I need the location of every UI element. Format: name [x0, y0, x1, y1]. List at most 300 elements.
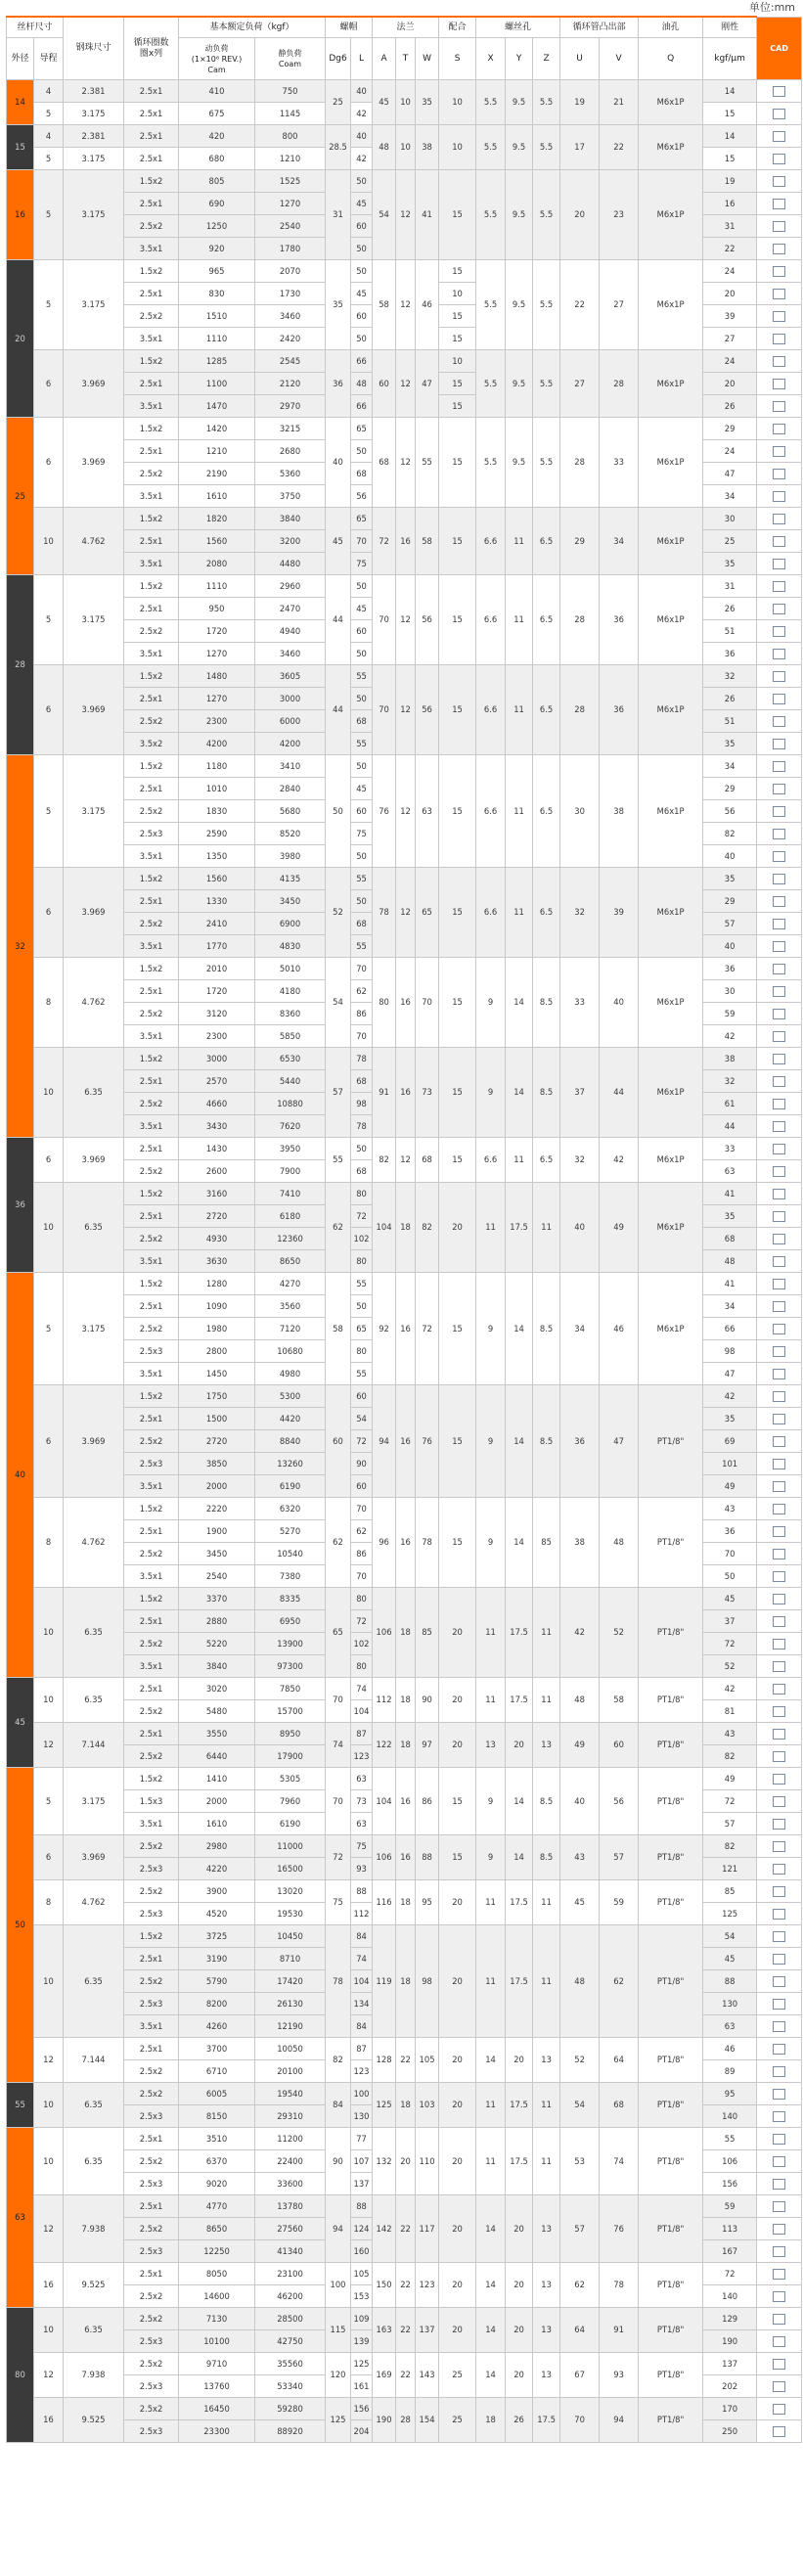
circuits: 2.5x1 [124, 2038, 179, 2060]
cad-download-cell[interactable] [757, 755, 802, 778]
cad-download-icon[interactable] [773, 1751, 785, 1762]
cad-download-cell[interactable] [757, 1768, 802, 1790]
cad-download-cell[interactable] [757, 620, 802, 643]
bolt-Y: 17.5 [506, 1588, 533, 1678]
cad-download-cell[interactable] [757, 2060, 802, 2083]
cad-download-cell[interactable] [757, 305, 802, 328]
cad-download-icon[interactable] [773, 941, 785, 952]
cad-download-cell[interactable] [757, 215, 802, 238]
cad-download-icon[interactable] [773, 1706, 785, 1717]
cad-download-cell[interactable] [757, 1183, 802, 1205]
cad-download-icon[interactable] [773, 1369, 785, 1379]
dynamic-load: 4260 [179, 2015, 255, 2038]
static-load: 7960 [255, 1790, 326, 1813]
cad-download-cell[interactable] [757, 1070, 802, 1093]
cad-download-cell[interactable] [757, 2398, 802, 2420]
cad-download-cell[interactable] [757, 260, 802, 283]
cad-download-cell[interactable] [757, 2195, 802, 2218]
bolt-X: 9 [476, 1835, 506, 1880]
flange-T: 16 [396, 1385, 416, 1498]
bolt-Z: 17.5 [533, 2398, 560, 2443]
static-load: 16500 [255, 1858, 326, 1880]
lead: 10 [34, 508, 64, 575]
cad-download-icon[interactable] [773, 2021, 785, 2032]
cad-download-icon[interactable] [773, 581, 785, 592]
cad-download-icon[interactable] [773, 1234, 785, 1244]
cad-download-cell[interactable] [757, 1250, 802, 1273]
static-load: 3560 [255, 1295, 326, 1318]
static-load: 2120 [255, 373, 326, 395]
cad-download-cell[interactable] [757, 1813, 802, 1835]
cad-download-cell[interactable] [757, 1363, 802, 1385]
cad-download-icon[interactable] [773, 1864, 785, 1875]
cad-download-icon[interactable] [773, 2336, 785, 2347]
cad-download-cell[interactable] [757, 1003, 802, 1025]
cad-download-cell[interactable] [757, 1430, 802, 1453]
cad-download-icon[interactable] [773, 1774, 785, 1785]
flange-W: 47 [416, 350, 439, 418]
cad-download-icon[interactable] [773, 2134, 785, 2145]
nut-L: 80 [351, 1588, 373, 1610]
dynamic-load: 805 [179, 170, 255, 193]
cad-download-icon[interactable] [773, 1189, 785, 1199]
cad-download-cell[interactable] [757, 1880, 802, 1903]
bolt-Y: 14 [506, 958, 533, 1048]
cad-download-icon[interactable] [773, 109, 785, 119]
cad-download-icon[interactable] [773, 1954, 785, 1965]
cad-download-icon[interactable] [773, 1391, 785, 1402]
bolt-Z: 8.5 [533, 1768, 560, 1835]
cad-download-icon[interactable] [773, 806, 785, 817]
cad-download-icon[interactable] [773, 1009, 785, 1019]
dynamic-load: 3840 [179, 1655, 255, 1678]
cad-download-cell[interactable] [757, 1610, 802, 1633]
cad-download-cell[interactable] [757, 1543, 802, 1565]
cad-download-cell[interactable] [757, 868, 802, 890]
cad-download-cell[interactable] [757, 980, 802, 1003]
cad-download-cell[interactable] [757, 1790, 802, 1813]
cad-download-cell[interactable] [757, 1948, 802, 1970]
cad-download-cell[interactable] [757, 125, 802, 148]
cad-download-cell[interactable] [757, 845, 802, 868]
cad-download-icon[interactable] [773, 514, 785, 524]
cad-download-icon[interactable] [773, 2426, 785, 2437]
nut-L: 77 [351, 2128, 373, 2150]
cad-download-cell[interactable] [757, 530, 802, 553]
header-dynamic-load: 动负荷 (1×10⁶ REV.) Cam [179, 38, 255, 80]
lead: 4 [34, 80, 64, 103]
cad-download-icon[interactable] [773, 536, 785, 547]
cad-download-icon[interactable] [773, 1549, 785, 1559]
static-load: 7850 [255, 1678, 326, 1700]
cad-download-icon[interactable] [773, 1301, 785, 1312]
oil-hole-Q: PT1/8" [639, 1768, 703, 1835]
fit-S: 25 [439, 2398, 476, 2443]
dynamic-load: 5480 [179, 1700, 255, 1723]
cad-download-icon[interactable] [773, 739, 785, 749]
tube-V: 58 [600, 1678, 639, 1723]
circuits: 2.5x2 [124, 913, 179, 935]
cad-download-cell[interactable] [757, 1993, 802, 2015]
cad-download-cell[interactable] [757, 1835, 802, 1858]
cad-download-icon[interactable] [773, 401, 785, 412]
cad-download-icon[interactable] [773, 1729, 785, 1740]
cad-download-icon[interactable] [773, 1256, 785, 1267]
cad-download-icon[interactable] [773, 1931, 785, 1942]
cad-download-icon[interactable] [773, 289, 785, 299]
cad-download-cell[interactable] [757, 1678, 802, 1700]
cad-download-icon[interactable] [773, 964, 785, 974]
flange-T: 12 [396, 575, 416, 665]
cad-download-icon[interactable] [773, 356, 785, 367]
cad-download-cell[interactable] [757, 170, 802, 193]
nut-L: 65 [351, 508, 373, 530]
cad-download-cell[interactable] [757, 193, 802, 215]
cad-download-cell[interactable] [757, 2330, 802, 2353]
cad-download-icon[interactable] [773, 1594, 785, 1604]
cad-download-cell[interactable] [757, 1453, 802, 1475]
cad-download-cell[interactable] [757, 2263, 802, 2285]
rigidity-K: 20 [703, 373, 757, 395]
cad-download-icon[interactable] [773, 154, 785, 164]
dynamic-load: 9710 [179, 2353, 255, 2375]
cad-download-icon[interactable] [773, 2269, 785, 2280]
cad-download-icon[interactable] [773, 131, 785, 142]
cad-download-icon[interactable] [773, 1121, 785, 1132]
cad-download-cell[interactable] [757, 1970, 802, 1993]
cad-download-cell[interactable] [757, 283, 802, 305]
circuits: 2.5x1 [124, 283, 179, 305]
cad-download-icon[interactable] [773, 2066, 785, 2077]
cad-download-cell[interactable] [757, 80, 802, 103]
cad-download-cell[interactable] [757, 350, 802, 373]
nut-L: 104 [351, 1970, 373, 1993]
cad-download-icon[interactable] [773, 2314, 785, 2325]
rigidity-K: 29 [703, 418, 757, 440]
rigidity-K: 66 [703, 1318, 757, 1340]
cad-download-cell[interactable] [757, 778, 802, 800]
cad-download-cell[interactable] [757, 1925, 802, 1948]
cad-download-icon[interactable] [773, 2224, 785, 2235]
static-load: 6530 [255, 1048, 326, 1070]
cad-download-icon[interactable] [773, 1459, 785, 1469]
nut-D: 72 [326, 1835, 351, 1880]
cad-download-icon[interactable] [773, 1076, 785, 1087]
cad-download-cell[interactable] [757, 395, 802, 418]
lead: 16 [34, 2263, 64, 2308]
cad-download-cell[interactable] [757, 1048, 802, 1070]
cad-download-cell[interactable] [757, 328, 802, 350]
cad-download-cell[interactable] [757, 2240, 802, 2263]
cad-download-icon[interactable] [773, 1616, 785, 1627]
cad-download-cell[interactable] [757, 710, 802, 733]
cad-download-cell[interactable] [757, 553, 802, 575]
cad-download-icon[interactable] [773, 1031, 785, 1042]
bolt-Z: 13 [533, 2195, 560, 2263]
tube-U: 28 [560, 575, 600, 665]
cad-download-cell[interactable] [757, 148, 802, 170]
bolt-X: 6.6 [476, 575, 506, 665]
nut-L: 87 [351, 1723, 373, 1745]
cad-download-icon[interactable] [773, 829, 785, 839]
cad-download-icon[interactable] [773, 221, 785, 232]
cad-download-icon[interactable] [773, 2404, 785, 2415]
cad-download-icon[interactable] [773, 1099, 785, 1109]
nut-L: 42 [351, 103, 373, 125]
cad-download-icon[interactable] [773, 2111, 785, 2122]
cad-download-icon[interactable] [773, 1661, 785, 1672]
cad-download-cell[interactable] [757, 935, 802, 958]
cad-download-icon[interactable] [773, 1279, 785, 1289]
lead: 4 [34, 125, 64, 148]
cad-download-cell[interactable] [757, 2353, 802, 2375]
cad-download-icon[interactable] [773, 2156, 785, 2167]
bolt-Y: 14 [506, 1768, 533, 1835]
cad-download-icon[interactable] [773, 874, 785, 884]
cad-download-icon[interactable] [773, 424, 785, 434]
tube-U: 53 [560, 2128, 600, 2195]
static-load: 15700 [255, 1700, 326, 1723]
lead: 12 [34, 2353, 64, 2398]
cad-download-icon[interactable] [773, 1481, 785, 1492]
cad-download-icon[interactable] [773, 1639, 785, 1650]
dynamic-load: 4220 [179, 1858, 255, 1880]
dynamic-load: 4770 [179, 2195, 255, 2218]
cad-download-cell[interactable] [757, 2308, 802, 2330]
cad-download-icon[interactable] [773, 334, 785, 344]
cad-download-cell[interactable] [757, 598, 802, 620]
nut-L: 80 [351, 1340, 373, 1363]
lead: 6 [34, 1138, 64, 1183]
cad-download-cell[interactable] [757, 1745, 802, 1768]
cad-download-cell[interactable] [757, 1588, 802, 1610]
cad-download-icon[interactable] [773, 1504, 785, 1514]
cad-download-icon[interactable] [773, 1976, 785, 1987]
nut-L: 62 [351, 980, 373, 1003]
cad-download-icon[interactable] [773, 1054, 785, 1064]
cad-download-cell[interactable] [757, 485, 802, 508]
cad-download-cell[interactable] [757, 575, 802, 598]
cad-download-icon[interactable] [773, 1999, 785, 2010]
cad-download-icon[interactable] [773, 491, 785, 502]
cad-download-cell[interactable] [757, 2128, 802, 2150]
cad-download-cell[interactable] [757, 665, 802, 688]
cad-download-cell[interactable] [757, 1340, 802, 1363]
cad-download-icon[interactable] [773, 379, 785, 389]
cad-download-cell[interactable] [757, 1858, 802, 1880]
cad-download-icon[interactable] [773, 626, 785, 637]
rigidity-K: 47 [703, 463, 757, 485]
cad-download-cell[interactable] [757, 1318, 802, 1340]
cad-download-icon[interactable] [773, 2359, 785, 2370]
ball-size: 3.175 [64, 260, 124, 350]
cad-download-icon[interactable] [773, 1144, 785, 1154]
cad-download-icon[interactable] [773, 604, 785, 614]
dynamic-load: 4200 [179, 733, 255, 755]
cad-download-cell[interactable] [757, 1093, 802, 1115]
dynamic-load: 16450 [179, 2398, 255, 2420]
static-load: 3460 [255, 305, 326, 328]
fit-S: 15 [439, 305, 476, 328]
cad-download-icon[interactable] [773, 1909, 785, 1920]
cad-download-cell[interactable] [757, 958, 802, 980]
cad-download-cell[interactable] [757, 643, 802, 665]
cad-download-cell[interactable] [757, 1633, 802, 1655]
cad-download-cell[interactable] [757, 1385, 802, 1408]
cad-download-icon[interactable] [773, 1841, 785, 1852]
cad-download-cell[interactable] [757, 508, 802, 530]
rigidity-K: 72 [703, 1633, 757, 1655]
cad-download-icon[interactable] [773, 2201, 785, 2212]
cad-download-icon[interactable] [773, 446, 785, 457]
cad-download-cell[interactable] [757, 800, 802, 823]
cad-download-cell[interactable] [757, 2038, 802, 2060]
cad-download-icon[interactable] [773, 2291, 785, 2302]
cad-download-cell[interactable] [757, 1655, 802, 1678]
cad-download-cell[interactable] [757, 913, 802, 935]
dynamic-load: 690 [179, 193, 255, 215]
cad-download-icon[interactable] [773, 671, 785, 682]
cad-download-icon[interactable] [773, 244, 785, 254]
cad-download-cell[interactable] [757, 1205, 802, 1228]
cad-download-cell[interactable] [757, 2105, 802, 2128]
fit-S: 20 [439, 2038, 476, 2083]
cad-download-cell[interactable] [757, 823, 802, 845]
cad-download-icon[interactable] [773, 896, 785, 907]
rigidity-K: 140 [703, 2105, 757, 2128]
rigidity-K: 51 [703, 620, 757, 643]
cad-download-cell[interactable] [757, 1498, 802, 1520]
cad-download-icon[interactable] [773, 1684, 785, 1695]
fit-S: 15 [439, 1768, 476, 1835]
cad-download-cell[interactable] [757, 1520, 802, 1543]
cad-download-cell[interactable] [757, 2285, 802, 2308]
cad-download-icon[interactable] [773, 176, 785, 187]
cad-download-icon[interactable] [773, 1436, 785, 1447]
oil-hole-Q: M6x1P [639, 1048, 703, 1138]
static-load: 3840 [255, 508, 326, 530]
flange-W: 78 [416, 1498, 439, 1588]
cad-download-cell[interactable] [757, 1903, 802, 1925]
rigidity-K: 41 [703, 1183, 757, 1205]
cad-download-cell[interactable] [757, 418, 802, 440]
dynamic-load: 420 [179, 125, 255, 148]
lead: 16 [34, 2398, 64, 2443]
cad-download-icon[interactable] [773, 2246, 785, 2257]
cad-download-cell[interactable] [757, 1723, 802, 1745]
cad-download-icon[interactable] [773, 559, 785, 569]
cad-download-cell[interactable] [757, 463, 802, 485]
nut-D: 74 [326, 1723, 351, 1768]
cad-download-cell[interactable] [757, 1115, 802, 1138]
cad-download-cell[interactable] [757, 2150, 802, 2173]
cad-download-cell[interactable] [757, 1408, 802, 1430]
lead: 5 [34, 148, 64, 170]
cad-download-cell[interactable] [757, 2218, 802, 2240]
cad-download-cell[interactable] [757, 373, 802, 395]
bolt-Y: 14 [506, 1835, 533, 1880]
circuits: 2.5x2 [124, 2285, 179, 2308]
cad-download-icon[interactable] [773, 86, 785, 97]
cad-download-icon[interactable] [773, 986, 785, 997]
cad-download-icon[interactable] [773, 716, 785, 727]
nut-D: 62 [326, 1183, 351, 1273]
cad-download-cell[interactable] [757, 1295, 802, 1318]
cad-download-cell[interactable] [757, 1565, 802, 1588]
cad-download-cell[interactable] [757, 1475, 802, 1498]
cad-download-icon[interactable] [773, 919, 785, 929]
cad-download-cell[interactable] [757, 2083, 802, 2105]
cad-download-cell[interactable] [757, 2420, 802, 2443]
cad-download-cell[interactable] [757, 238, 802, 260]
cad-download-cell[interactable] [757, 1138, 802, 1160]
nut-L: 87 [351, 2038, 373, 2060]
cad-download-icon[interactable] [773, 1346, 785, 1357]
cad-download-icon[interactable] [773, 761, 785, 772]
cad-download-cell[interactable] [757, 1273, 802, 1295]
cad-download-icon[interactable] [773, 1819, 785, 1830]
flange-A: 45 [373, 80, 396, 125]
cad-download-cell[interactable] [757, 733, 802, 755]
ball-size: 6.35 [64, 1048, 124, 1138]
cad-download-cell[interactable] [757, 103, 802, 125]
cad-download-cell[interactable] [757, 2015, 802, 2038]
cad-download-cell[interactable] [757, 890, 802, 913]
cad-download-icon[interactable] [773, 1324, 785, 1334]
cad-download-icon[interactable] [773, 2044, 785, 2055]
cad-download-icon[interactable] [773, 649, 785, 659]
cad-download-icon[interactable] [773, 1211, 785, 1222]
static-load: 6320 [255, 1498, 326, 1520]
circuits: 2.5x1 [124, 1948, 179, 1970]
rigidity-K: 72 [703, 1790, 757, 1813]
outer-diameter: 14 [7, 80, 34, 125]
cad-download-cell[interactable] [757, 2375, 802, 2398]
cad-download-icon[interactable] [773, 469, 785, 479]
bolt-X: 14 [476, 2308, 506, 2353]
cad-download-cell[interactable] [757, 2173, 802, 2195]
cad-download-icon[interactable] [773, 311, 785, 322]
cad-download-icon[interactable] [773, 2179, 785, 2190]
cad-download-cell[interactable] [757, 440, 802, 463]
cad-download-icon[interactable] [773, 694, 785, 704]
fit-S: 15 [439, 755, 476, 868]
cad-download-icon[interactable] [773, 2089, 785, 2100]
cad-download-cell[interactable] [757, 1160, 802, 1183]
tube-U: 37 [560, 1048, 600, 1138]
cad-download-icon[interactable] [773, 1886, 785, 1897]
rigidity-K: 98 [703, 1340, 757, 1363]
cad-download-icon[interactable] [773, 784, 785, 794]
cad-download-icon[interactable] [773, 1414, 785, 1424]
flange-T: 16 [396, 1273, 416, 1385]
cad-download-icon[interactable] [773, 1526, 785, 1537]
table-row [7, 1925, 802, 1948]
rigidity-K: 16 [703, 193, 757, 215]
cad-download-cell[interactable] [757, 1700, 802, 1723]
cad-download-icon[interactable] [773, 1571, 785, 1582]
cad-download-icon[interactable] [773, 199, 785, 209]
cad-download-icon[interactable] [773, 1166, 785, 1177]
cad-download-icon[interactable] [773, 1796, 785, 1807]
cad-download-cell[interactable] [757, 1025, 802, 1048]
cad-download-icon[interactable] [773, 2381, 785, 2392]
cad-download-cell[interactable] [757, 1228, 802, 1250]
cad-download-icon[interactable] [773, 851, 785, 862]
table-row [7, 260, 802, 283]
cad-download-cell[interactable] [757, 688, 802, 710]
cad-download-icon[interactable] [773, 266, 785, 277]
